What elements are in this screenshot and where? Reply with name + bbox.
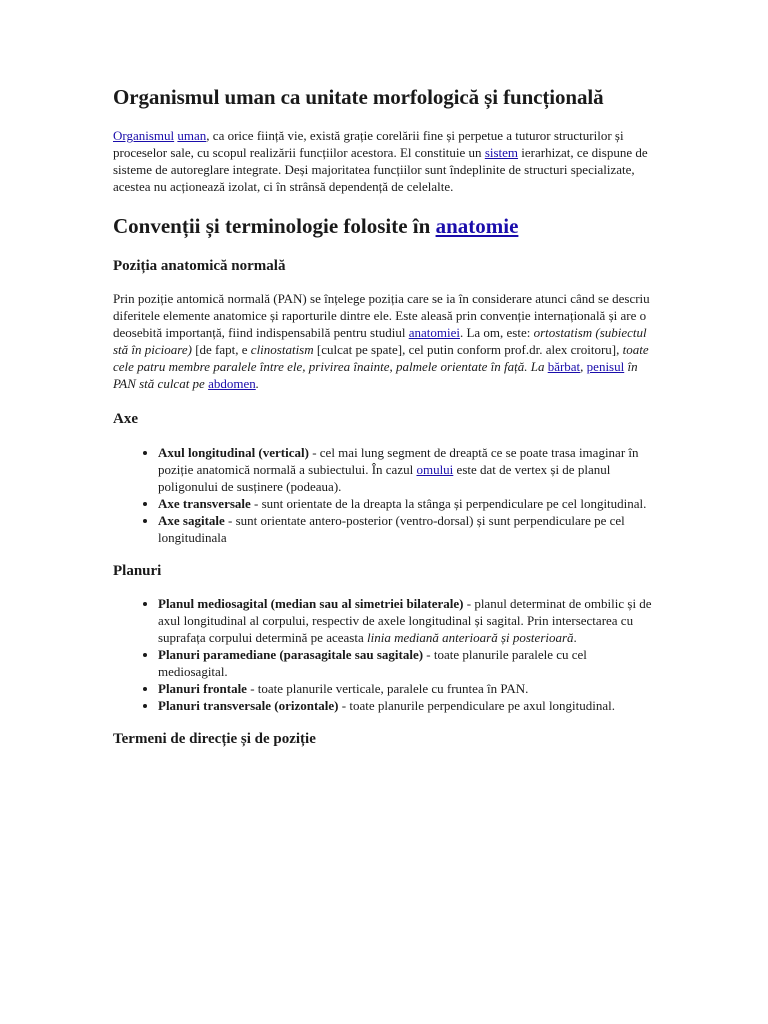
list-item-text: - toate planurile perpendiculare pe axul longitudinal. xyxy=(338,698,616,714)
list-item-emphasis: linia mediană anterioară și posterioară xyxy=(366,630,574,646)
pozitia-em-6: . xyxy=(255,376,259,392)
list-item xyxy=(158,697,658,714)
list-item-text: - sunt orientate de la dreapta la stânga și perpendiculare pe cel longitudinal. xyxy=(250,495,647,511)
document-page xyxy=(113,84,658,764)
list-item-text: - cel mai lung segment de dreaptă ce se poate trasa imaginar în poziție anatomică normală a subiectului. În cazul xyxy=(158,444,639,477)
page-title: Organismul uman ca unitate morfologică și funcțională xyxy=(113,85,604,109)
axe-list xyxy=(113,444,658,546)
list-item-text: - toate planurile paralele cu cel mediosagital. xyxy=(158,647,587,680)
list-item xyxy=(158,444,658,495)
planuri-list xyxy=(113,595,658,714)
list-item-text: - sunt orientate antero-posterior (ventro-dorsal) și sunt perpendiculare pe cel longitudinala xyxy=(158,512,625,545)
list-item-term: Planuri frontale xyxy=(158,681,247,697)
list-item-text: este dat de vertex și de planul poligonului de susținere (podeaua). xyxy=(158,461,611,494)
link-sistem[interactable]: sistem xyxy=(484,145,519,161)
link-abdomen[interactable]: abdomen xyxy=(208,376,256,392)
pozitia-paragraph xyxy=(113,290,658,392)
list-item-term: Planuri transversale (orizontale) xyxy=(158,698,339,714)
link-anatomiei[interactable]: anatomiei xyxy=(408,325,460,341)
subheading-pozitia: Poziția anatomică normală xyxy=(113,257,286,274)
intro-paragraph xyxy=(113,127,658,195)
pozitia-text-2: . La om, este: xyxy=(459,325,534,341)
subheading-axe: Axe xyxy=(113,411,138,428)
pozitia-em-1: ortostatism (subiectul stă în picioare) xyxy=(113,325,647,358)
section-heading-conventii xyxy=(113,213,658,240)
subheading-termeni: Termeni de direcție și de poziție xyxy=(113,731,316,748)
list-item-text: . xyxy=(573,630,577,646)
link-penisul[interactable]: penisul xyxy=(586,359,625,375)
intro-text-1: , ca orice ființă vie, există grație corelării fine și perpetue a tuturor structurilor și proceselor sale, cu scopul realizării funcțiilor acestora. El constituie un xyxy=(113,128,624,161)
list-item xyxy=(158,595,658,646)
link-anatomie[interactable]: anatomie xyxy=(435,214,519,239)
pozitia-em-2: clinostatism xyxy=(250,342,314,358)
pozitia-text-1: Prin poziție antomică normală (PAN) se înțelege poziția care se ia în considerare atunci când se descriu diferitele elemente anatomice și raporturile dintre ele. Este aleasă prin convenție internațională și are o deosebită importanță, fiind indispensabilă pentru studiul xyxy=(113,291,650,341)
link-organismul[interactable]: Organismul xyxy=(113,128,175,144)
pozitia-em-3: toate cele patru membre paralele între ele, privirea înainte, palmele orientate în față. La xyxy=(113,342,649,375)
conventii-heading-text: Convenții și terminologie folosite în xyxy=(113,214,436,239)
list-item-term: Axe sagitale xyxy=(158,512,225,528)
subheading-planuri: Planuri xyxy=(113,562,162,579)
list-item-text: - planul determinat de ombilic și de axul longitudinal al corpului, respectiv de axele longitudinal și sagital. Prin intersectarea cu suprafața corpului determină pe aceasta xyxy=(158,596,652,646)
list-item xyxy=(158,495,658,512)
pozitia-em-5: în PAN stă culcat pe xyxy=(113,359,638,392)
pozitia-em-4: , xyxy=(580,359,587,375)
section-axe xyxy=(113,410,658,546)
section-planuri xyxy=(113,562,658,715)
link-barbat[interactable]: bărbat xyxy=(547,359,581,375)
list-item-text: - toate planurile verticale, paralele cu fruntea în PAN. xyxy=(246,681,529,697)
pozitia-text-4: [culcat pe spate], cel putin conform prof.dr. alex croitoru], xyxy=(313,342,623,358)
list-item xyxy=(158,646,658,680)
link-uman[interactable]: uman xyxy=(177,128,207,144)
list-item xyxy=(158,512,658,546)
list-item-term: Planul mediosagital (median sau al simetriei bilaterale) xyxy=(158,596,464,612)
list-item-term: Planuri paramediane (parasagitale sau sagitale) xyxy=(158,647,424,663)
list-item xyxy=(158,680,658,697)
pozitia-text-3: [de fapt, e xyxy=(191,342,251,358)
list-item-term: Axul longitudinal (vertical) xyxy=(158,444,309,460)
link-omului[interactable]: omului xyxy=(416,461,454,477)
list-item-term: Axe transversale xyxy=(158,495,251,511)
intro-text-2: ierarhizat, ce dispune de sisteme de autoreglare integrate. Deși majoritatea funcțiilor sunt îndeplinite de structuri specializate, acestea nu acționează izolat, ci în strânsă dependență de celelalte. xyxy=(113,145,648,195)
